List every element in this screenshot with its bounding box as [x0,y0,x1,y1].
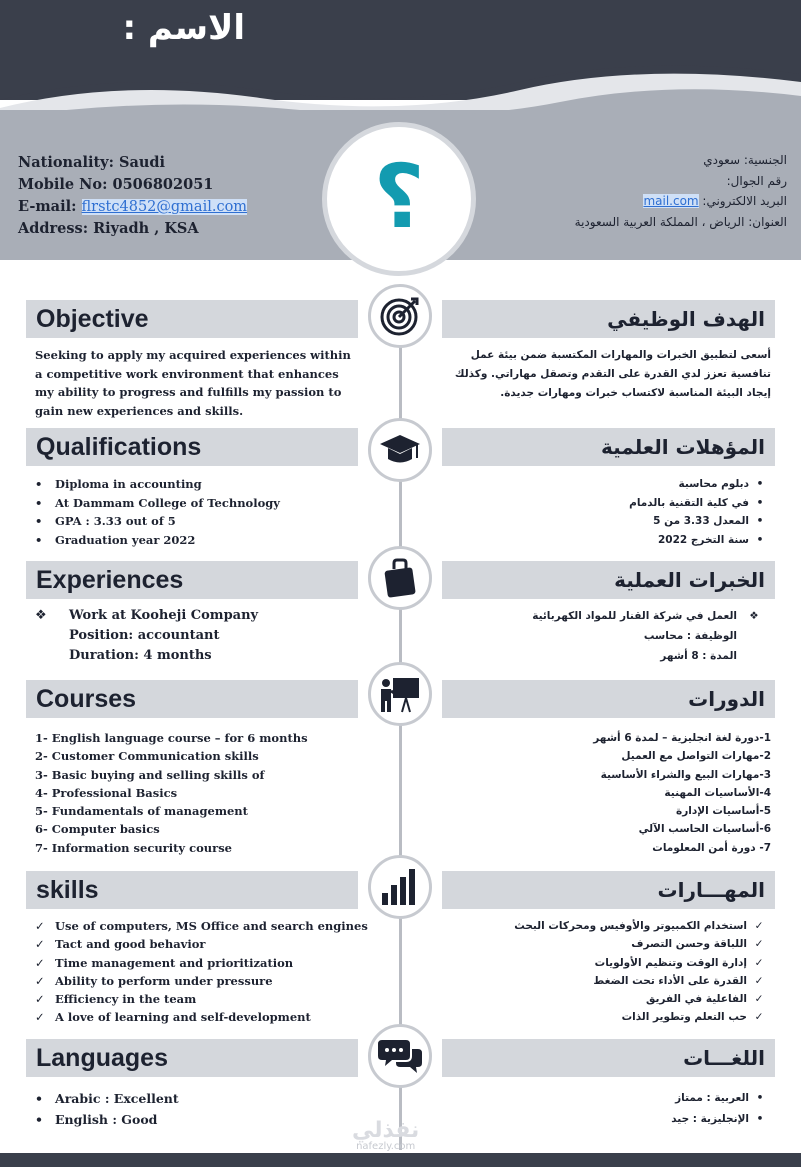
experiences-heading-ar: الخبرات العملية [442,561,775,599]
mobile-en: Mobile No: 0506802051 [18,176,214,193]
list-item: 1- English language course – for 6 months [35,731,308,745]
list-item: • الإنجليزية : جيد [671,1109,771,1130]
list-item: 1-دورة لغة انجليزية – لمدة 6 أشهر [593,732,771,744]
list-item: • English : Good [35,1109,179,1130]
wave-divider [0,60,801,130]
list-item: • At Dammam College of Technology [35,494,280,513]
list-item: 6-أساسيات الحاسب الآلي [638,823,771,836]
list-item: 3- Basic buying and selling skills of [35,767,265,782]
list-item: ✓ الفاعلية في الفريق [514,990,771,1008]
briefcase-icon [368,546,432,610]
list-item: 4- Professional Basics [35,785,178,800]
qualifications-heading-en: Qualifications [26,428,358,466]
languages-heading-en: Languages [26,1039,358,1077]
courses-list-en [35,729,308,857]
target-icon [368,284,432,348]
languages-list-en [35,1088,179,1130]
list-item: 5- Fundamentals of management [35,804,248,819]
list-item: ✓ استخدام الكمبيوتر والأوفيس ومحركات البحث [514,917,771,935]
list-item: 7- دورة أمن المعلومات [652,841,771,854]
list-item: ✓ Time management and prioritization [35,954,368,972]
list-item: 2- Customer Communication skills [35,749,259,764]
experiences-text-ar [532,606,771,666]
list-item: • دبلوم محاسبة [629,475,771,494]
qualifications-list-en [35,475,280,549]
email-label-en: E-mail: [18,198,82,215]
list-item: ✓ القدرة على الأداء تحت الضغط [514,972,771,990]
skills-list-en [35,917,368,1027]
email-link-en[interactable]: flrstc4852@gmail.com [81,199,248,215]
courses-heading-en: Courses [26,680,358,718]
objective-heading-ar: الهدف الوظيفي [442,300,775,338]
experience-company-ar: ❖العمل في شركة القنار للمواد الكهربائية [532,606,771,626]
languages-list-ar [671,1088,771,1130]
address-ar: العنوان: الرياض ، المملكة العربية السعودية [574,214,787,229]
watermark-logo-text: نفذلي [352,1118,420,1143]
list-item: • في كلية التقنية بالدمام [629,494,771,513]
list-item: 4-الأساسيات المهنية [664,786,771,799]
list-item: • GPA : 3.33 out of 5 [35,512,280,531]
skills-list-ar [514,917,771,1027]
list-item: 7- Information security course [35,840,232,855]
list-item: 5-أساسيات الإدارة [676,805,771,818]
experience-duration-en: Duration: 4 months [69,648,212,663]
experience-position-en: Position: accountant [69,628,220,643]
objective-text-en [35,346,351,420]
email-ar [575,191,787,212]
contact-english [18,152,247,240]
watermark-site: nafezly.com [356,1141,416,1152]
chat-bubbles-icon [368,1024,432,1088]
objective-line-ar: إيجاد البيئة المناسبة لاكتساب خبرات ومهارات جديدة. [500,387,771,399]
list-item: ✓ Use of computers, MS Office and search engines [35,917,368,935]
presentation-icon [368,662,432,726]
list-item: 2-مهارات التواصل مع العميل [621,750,771,763]
list-item: ✓ حب التعلم وتطوير الذات [514,1008,771,1026]
list-item: ✓ Efficiency in the team [35,990,368,1008]
list-item: • Graduation year 2022 [35,531,280,550]
list-item: ✓ إدارة الوقت وتنظيم الأولويات [514,954,771,972]
diamond-bullet-icon: ❖ [749,610,759,622]
qualifications-heading-ar: المؤهلات العلمية [442,428,775,466]
objective-line-en: my ability to progress and fulfills my passion to [35,385,342,399]
email-label-ar: البريد الالكتروني: [698,194,787,208]
skills-heading-ar: المهـــارات [442,871,775,909]
list-item: ✓ Tact and good behavior [35,935,368,953]
list-item: • المعدل 3.33 من 5 [629,512,771,531]
list-item: ✓ A love of learning and self-development [35,1008,368,1026]
question-mark-icon: ؟ [373,145,425,248]
list-item: ✓ اللباقة وحسن التصرف [514,935,771,953]
qualifications-list-ar [629,475,771,549]
email-link-ar[interactable]: mail.com [643,194,699,208]
mobile-ar: رقم الجوال: [726,173,787,188]
languages-heading-ar: اللغـــات [442,1039,775,1077]
list-item: • سنة التخرج 2022 [629,531,771,550]
profile-photo-placeholder [322,122,476,276]
experiences-heading-en: Experiences [26,561,358,599]
experience-duration-ar: المدة : 8 أشهر [660,650,737,662]
nationality-ar: الجنسية: سعودي [703,153,787,167]
skills-heading-en: skills [26,871,358,909]
list-item: • Diploma in accounting [35,475,280,494]
experiences-text-en [35,606,258,666]
list-item: ✓ Ability to perform under pressure [35,972,368,990]
nationality-en: Nationality: Saudi [18,154,166,171]
experience-company-en: ❖ Work at Kooheji Company [35,606,258,626]
email-en [18,196,247,218]
objective-line-en: Seeking to apply my acquired experiences within [35,348,351,362]
objective-line-ar: أسعى لتطبيق الخبرات والمهارات المكتسبة ضمن بيئة عمل [470,349,771,361]
bottom-bar [0,1153,801,1167]
diamond-bullet-icon: ❖ [35,608,47,623]
objective-text-ar [431,346,771,403]
objective-line-ar: تنافسية تعزز لدي القدرة على التقدم وتصقل مهاراتي. وكذلك [454,368,771,380]
experience-position-ar: الوظيفة : محاسب [643,630,737,642]
list-item: • العربية : ممتاز [671,1088,771,1109]
list-item: • Arabic : Excellent [35,1088,179,1109]
graduation-cap-icon [368,418,432,482]
objective-heading-en: Objective [26,300,358,338]
address-en: Address: Riyadh , KSA [18,220,199,237]
courses-heading-ar: الدورات [442,680,775,718]
bar-chart-icon [368,855,432,919]
objective-line-en: a competitive work environment that enhances [35,366,339,381]
watermark [352,1118,419,1152]
name-label: الاسم : [122,8,245,48]
list-item: 3-مهارات البيع والشراء الأساسية [600,768,771,781]
courses-list-ar [593,729,771,857]
contact-arabic [575,150,787,232]
objective-line-en: gain new experiences and skills. [35,403,244,418]
list-item: 6- Computer basics [35,822,160,837]
